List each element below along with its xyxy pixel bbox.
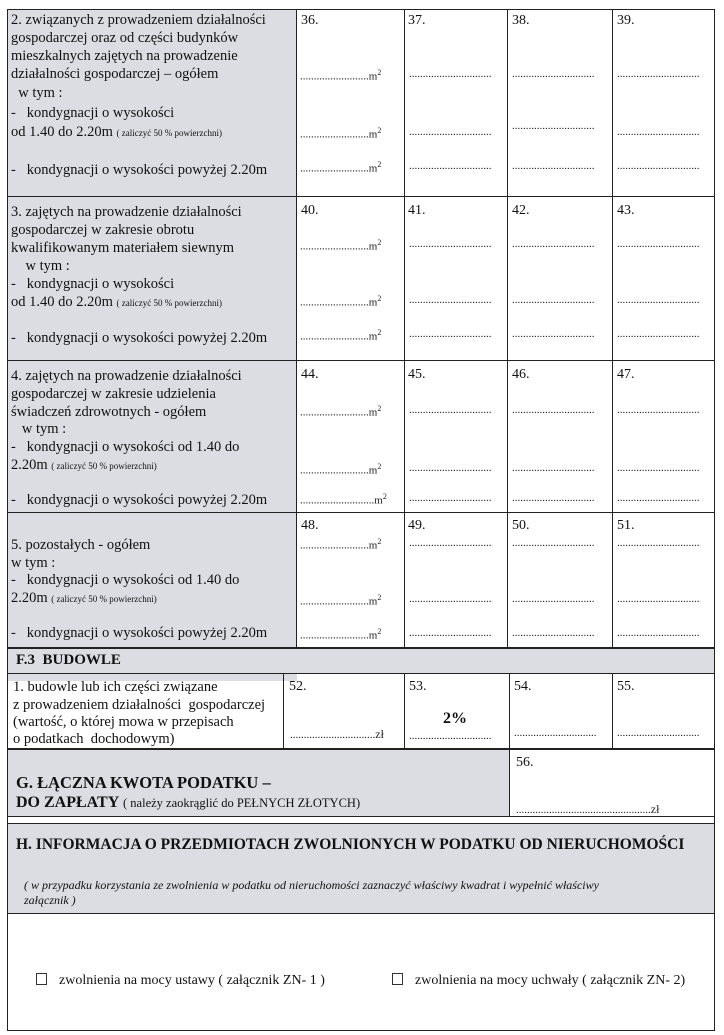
field-39-total-input[interactable]: .............................. <box>617 68 700 80</box>
field-37-high-input[interactable]: .............................. <box>409 160 492 172</box>
field-47-low-input[interactable]: .............................. <box>617 462 700 474</box>
f3-label-line-1: 1. budowle lub ich części związane <box>13 679 218 695</box>
field-39-number: 39. <box>617 13 635 28</box>
row-2-height-line <box>11 124 222 142</box>
row-5-height-note: ( zaliczyć 50 % powierzchni) <box>51 594 157 604</box>
row-3-height-text: od 1.40 do 2.20m <box>11 294 113 310</box>
row-2-label-line-1: 2. związanych z prowadzeniem działalności <box>11 12 266 28</box>
f3-label-line-3: (wartość, o której mowa w przepisach <box>13 714 234 730</box>
field-48-low-input[interactable]: $.........................m^2$ <box>300 593 382 608</box>
field-45-number: 45. <box>408 367 426 382</box>
field-36-high-input[interactable]: $.........................m^2$ <box>300 160 382 175</box>
row-4-label-line-4: w tym : <box>11 421 67 437</box>
field-41-number: 41. <box>408 203 426 218</box>
row-5-label-line-2: w tym : <box>11 555 56 571</box>
field-37-total-input[interactable]: .............................. <box>409 68 492 80</box>
row-3-label-line-4: w tym : <box>11 258 70 274</box>
field-51-high-input[interactable]: .............................. <box>617 627 700 639</box>
field-46-low-input[interactable]: .............................. <box>512 462 595 474</box>
h-note-line-1: ( w przypadku korzystania ze zwolnienia w podatku od nieruchomości zaznaczyć właściwy kwadrat i wypełnić właściwy <box>24 878 599 892</box>
row-2-above-line: - kondygnacji o wysokości powyżej 2.20m <box>11 162 268 178</box>
row-2-label-line-5: w tym : <box>11 85 63 101</box>
field-37-number: 37. <box>408 13 426 28</box>
field-38-low-input[interactable]: .............................. <box>512 120 595 132</box>
field-43-number: 43. <box>617 203 635 218</box>
field-36-low-input[interactable]: $.........................m^2$ <box>300 126 382 141</box>
field-38-number: 38. <box>512 13 530 28</box>
resolution-checkbox[interactable] <box>392 973 403 985</box>
row-2-label-line-6: - kondygnacji o wysokości <box>11 105 175 121</box>
field-43-low-input[interactable]: .............................. <box>617 294 700 306</box>
field-45-total-input[interactable]: .............................. <box>409 404 492 416</box>
row-4-height-text: 2.20m <box>11 457 48 473</box>
h-option-resolution[interactable] <box>392 973 685 989</box>
h-option-statute[interactable] <box>36 973 325 989</box>
row-3-height-note: ( zaliczyć 50 % powierzchni) <box>116 298 222 308</box>
field-47-high-input[interactable]: .............................. <box>617 492 700 504</box>
field-48-high-input[interactable]: $.........................m^2$ <box>300 627 382 642</box>
row-2-height-note: ( zaliczyć 50 % powierzchni) <box>116 128 222 138</box>
field-53-value-input[interactable]: .............................. <box>409 730 492 742</box>
field-50-total-input[interactable]: .............................. <box>512 537 595 549</box>
statute-label: zwolnienia na mocy ustawy ( załącznik ZN- 1 ) <box>59 973 325 988</box>
field-44-number: 44. <box>301 367 319 382</box>
field-39-low-input[interactable]: .............................. <box>617 126 700 138</box>
field-50-low-input[interactable]: .............................. <box>512 593 595 605</box>
field-52-value-input[interactable]: ...............................zł <box>290 727 384 741</box>
field-50-high-input[interactable]: .............................. <box>512 627 595 639</box>
field-40-total-input[interactable]: $.........................m^2$ <box>300 238 382 253</box>
row-4-height-note: ( zaliczyć 50 % powierzchni) <box>51 461 157 471</box>
field-51-low-input[interactable]: .............................. <box>617 593 700 605</box>
row-5-height-line <box>11 590 157 608</box>
row-2-label-line-3: mieszkalnych zajętych na prowadzenie <box>11 48 238 64</box>
field-53-rate: 2% <box>443 710 467 727</box>
field-38-total-input[interactable]: .............................. <box>512 68 595 80</box>
field-46-number: 46. <box>512 367 530 382</box>
row-4-above-line: - kondygnacji o wysokości powyżej 2.20m <box>11 492 268 508</box>
row-3-height-line <box>11 294 222 312</box>
field-54-number: 54. <box>514 679 532 694</box>
field-49-low-input[interactable]: .............................. <box>409 593 492 605</box>
field-42-total-input[interactable]: .............................. <box>512 238 595 250</box>
g-title-strong: DO ZAPŁATY <box>16 794 120 811</box>
field-40-number: 40. <box>301 203 319 218</box>
field-40-high-input[interactable]: $.........................m^2$ <box>300 328 382 343</box>
field-44-high-input[interactable]: $...........................m^2$ <box>300 492 387 507</box>
field-42-number: 42. <box>512 203 530 218</box>
field-42-low-input[interactable]: .............................. <box>512 294 595 306</box>
field-45-high-input[interactable]: .............................. <box>409 492 492 504</box>
field-38-high-input[interactable]: .............................. <box>512 160 595 172</box>
field-48-total-input[interactable]: $.........................m^2$ <box>300 537 382 552</box>
row-5-label-line-3: - kondygnacji o wysokości od 1.40 do <box>11 572 240 588</box>
g-title-note: ( należy zaokrąglić do PEŁNYCH ZŁOTYCH) <box>123 796 361 810</box>
row-4-label-line-1: 4. zajętych na prowadzenie działalności <box>11 368 242 384</box>
field-52-number: 52. <box>289 679 307 694</box>
field-50-number: 50. <box>512 518 530 533</box>
field-42-high-input[interactable]: .............................. <box>512 328 595 340</box>
field-51-number: 51. <box>617 518 635 533</box>
field-36-total-input[interactable]: $.........................m^2$ <box>300 68 382 83</box>
field-55-number: 55. <box>617 679 635 694</box>
resolution-label: zwolnienia na mocy uchwały ( załącznik ZN- 2) <box>415 973 686 988</box>
row-3-above-line: - kondygnacji o wysokości powyżej 2.20m <box>11 330 268 346</box>
row-3-label-line-3: kwalifikowanym materiałem siewnym <box>11 240 235 256</box>
field-41-low-input[interactable]: .............................. <box>409 294 492 306</box>
field-49-total-input[interactable]: .............................. <box>409 537 492 549</box>
statute-checkbox[interactable] <box>36 973 47 985</box>
row-3-label-line-5: - kondygnacji o wysokości <box>11 276 175 292</box>
field-53-number: 53. <box>409 679 427 694</box>
h-note-line-2: załącznik ) <box>24 893 76 907</box>
field-47-number: 47. <box>617 367 635 382</box>
field-47-total-input[interactable]: .............................. <box>617 404 700 416</box>
field-40-low-input[interactable]: $.........................m^2$ <box>300 294 382 309</box>
row-4-label-line-2: gospodarczej w zakresie udzielenia <box>11 386 216 402</box>
field-56-total-input[interactable]: .................................................zł <box>516 802 660 816</box>
g-title-line-2 <box>16 794 360 812</box>
f3-section-title: F.3 BUDOWLE <box>16 652 121 668</box>
row-5-label-line-1: 5. pozostałych - ogółem <box>11 537 151 553</box>
field-41-total-input[interactable]: .............................. <box>409 238 492 250</box>
row-4-height-line <box>11 457 157 475</box>
field-55-value-input[interactable]: .............................. <box>617 727 700 739</box>
field-56-number: 56. <box>516 755 534 770</box>
field-44-low-input[interactable]: $.........................m^2$ <box>300 462 382 477</box>
field-44-total-input[interactable]: $.........................m^2$ <box>300 404 382 419</box>
row-5-height-text: 2.20m <box>11 590 48 606</box>
field-48-number: 48. <box>301 518 319 533</box>
row-4-label-line-5: - kondygnacji o wysokości od 1.40 do <box>11 439 240 455</box>
row-3-label-line-2: gospodarczej w zakresie obrotu <box>11 222 195 238</box>
field-46-total-input[interactable]: .............................. <box>512 404 595 416</box>
field-43-high-input[interactable]: .............................. <box>617 328 700 340</box>
row-3-label-line-1: 3. zajętych na prowadzenie działalności <box>11 204 242 220</box>
row-4-label-line-3: świadczeń zdrowotnych - ogółem <box>11 404 207 420</box>
field-54-value-input[interactable]: .............................. <box>514 727 597 739</box>
field-45-low-input[interactable]: .............................. <box>409 462 492 474</box>
field-36-number: 36. <box>301 13 319 28</box>
f3-label-line-2: z prowadzeniem działalności gospodarczej <box>13 697 266 713</box>
field-39-high-input[interactable]: .............................. <box>617 160 700 172</box>
field-49-number: 49. <box>408 518 426 533</box>
field-43-total-input[interactable]: .............................. <box>617 238 700 250</box>
field-49-high-input[interactable]: .............................. <box>409 627 492 639</box>
row-5-above-line: - kondygnacji o wysokości powyżej 2.20m <box>11 625 268 641</box>
field-41-high-input[interactable]: .............................. <box>409 328 492 340</box>
row-2-label-line-2: gospodarczej oraz od części budynków <box>11 30 239 46</box>
field-46-high-input[interactable]: .............................. <box>512 492 595 504</box>
f3-label-line-4: o podatkach dochodowym) <box>13 731 175 747</box>
field-51-total-input[interactable]: .............................. <box>617 537 700 549</box>
row-2-label-line-4: działalności gospodarczej – ogółem <box>11 66 219 82</box>
row-2-height-text: od 1.40 do 2.20m <box>11 124 113 140</box>
h-section-title: H. INFORMACJA O PRZEDMIOTACH ZWOLNIONYCH W PODATKU OD NIERUCHOMOŚCI <box>16 836 685 853</box>
field-37-low-input[interactable]: .............................. <box>409 126 492 138</box>
g-title-line-1: G. ŁĄCZNA KWOTA PODATKU – <box>16 773 271 792</box>
